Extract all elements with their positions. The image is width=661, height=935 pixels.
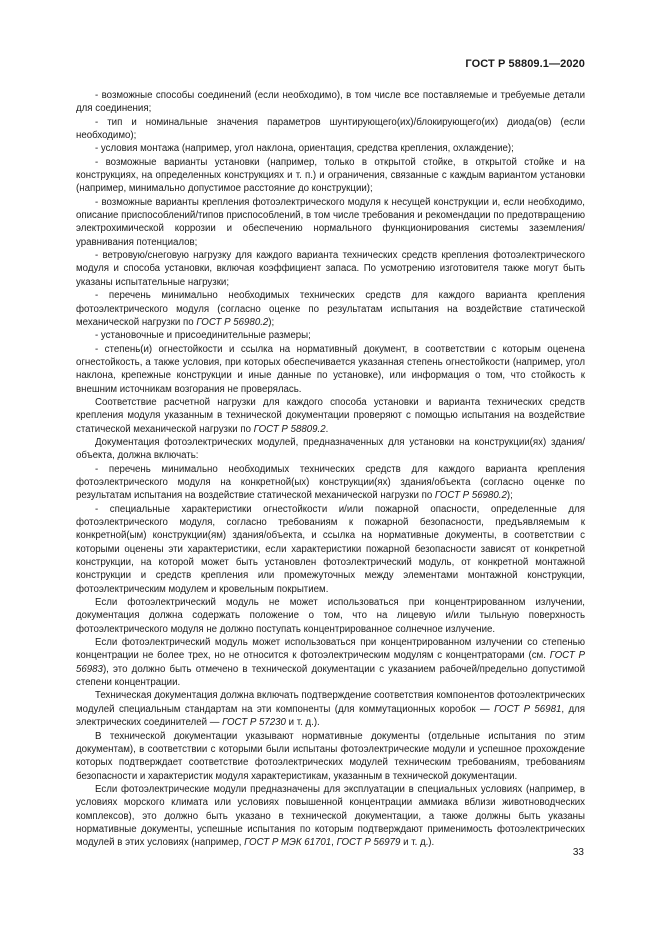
standard-reference: ГОСТ Р 56979 <box>336 837 401 849</box>
standard-reference: ГОСТ Р 56981 <box>494 703 562 715</box>
page-number: 33 <box>572 847 584 858</box>
standard-reference: ГОСТ Р 57230 <box>222 717 286 729</box>
paragraph: - тип и номинальные значения параметров шунтирующего(их)/блокирующего(их) диода(ов) (если необходимо); <box>76 116 585 142</box>
paragraph: Соответствие расчетной нагрузки для каждого способа установки и варианта технических средств крепления модуля указанным в технической документации проверяют с помощью испытания на воздействие статической механической нагрузки по ГОСТ Р 58809.2. <box>76 396 585 435</box>
standard-reference: ГОСТ Р МЭК 61701 <box>244 837 332 849</box>
paragraph: Если фотоэлектрический модуль не может использоваться при концентрированном излучении, документация должна содержать положение о том, что на лицевую и/или тыльную поверхность фотоэлектрического модуля не должно поступать концентрированное солнечное излучение. <box>76 597 585 635</box>
paragraph: - возможные варианты установки (например, только в открытой стойке, в открытой стойке и на конструкциях, на определенных конструкциях и т. п.) и ограничения, связанные с каждым вариантом установки (например, минимально допустимое расстояние до конструкции); <box>76 156 585 195</box>
paragraph: Если фотоэлектрические модули предназначены для эксплуатации в специальных условиях (например, в условиях морского климата или условиях повышенной концентрации аммиака вблизи животноводческих комплексов), это должно быть указано в технической документации, а также должны быть указаны нормативные документы, успешные испытания по которым подтверждают применимость фотоэлектрических модулей в этих условиях (например, ГОСТ Р МЭК 61701, ГОСТ Р 56979 и т. д.). <box>76 783 585 849</box>
paragraph: В технической документации указывают нормативные документы (отдельные испытания по этим документам), в соответствии с которыми были испытаны фотоэлектрические модули и успешное прохождение которых подтверждает соответствие фотоэлектрических модулей техническим требованиям, требованиям безопасности и характеристик модуля характеристикам, указанным в технической документации. <box>76 730 585 782</box>
paragraph: - степень(и) огнестойкости и ссылка на нормативный документ, в соответствии с которым оценена огнестойкость, а также условия, при которых обеспечивается указанная степень огнестойкости (например, угол наклона, крепежные конструкции и иные данные по установке), или информация о том, что стойкость к внешним источникам возгорания не проверялась. <box>76 343 585 395</box>
paragraph: - перечень минимально необходимых технических средств для каждого варианта крепления фотоэлектрического модуля (согласно оценке по результатам испытания на воздействие статической механической нагрузки по ГОСТ Р 56980.2); <box>76 290 585 328</box>
paragraph: - перечень минимально необходимых технических средств для каждого варианта крепления фотоэлектрического модуля на конкретной(ых) конструкции(ях) здания/объекта (согласно оценке по результатам испытания на воздействие статической механической нагрузки по ГОСТ Р 56980.2); <box>76 463 585 502</box>
paragraph: Если фотоэлектрический модуль может использоваться при концентрированном излучении со степенью концентрации не более трех, но не относится к фотоэлектрическим модулям с концентраторами (см. ГОСТ Р 56983), это должно быть отмечено в технической документации с указанием рабочей/предельно допустимой степени концентрации. <box>76 637 586 689</box>
paragraph: - возможные варианты крепления фотоэлектрического модуля к несущей конструкции и, если необходимо, описание приспособлений/типов приспособлений, в том числе требования и рекомендации по предотвращению электрохимической коррозии и обеспечению нормального функционирования системы заземления/уравнивания потенциалов; <box>76 196 585 248</box>
page-header: ГОСТ Р 58809.1—2020 <box>465 58 585 70</box>
paragraph: - специальные характеристики огнестойкости и/или пожарной опасности, определенные для фотоэлектрического модуля, согласно требованиям к пожарной безопасности, предъявляемым к конкретной(ым) конструкции(ям) здания/объекта, и ссылка на нормативные документы, в соответствии с которыми оценены эти характеристики, если характеристики пожарной безопасности зависят от конкретной конструкции, на которой может быть установлен фотоэлектрический модуль, от конкретной монтажной конструкции и средств крепления или промежуточных между элементами монтажной конструкции, фотоэлектрическим модулем и кровельным покрытием. <box>76 503 585 595</box>
paragraph: Техническая документация должна включать подтверждение соответствия компонентов фотоэлектрических модулей специальным стандартам на эти компоненты (для коммутационных коробок — ГОСТ Р 56981, для электрических соединителей — ГОСТ Р 57230 и т. д.). <box>76 690 586 729</box>
standard-reference: ГОСТ Р 56983 <box>76 650 586 675</box>
standard-reference: ГОСТ Р 56980.2 <box>196 316 269 328</box>
paragraph: - ветровую/снеговую нагрузку для каждого варианта технических средств крепления фотоэлектрического модуля и способа установки, включая коэффициент запаса. По усмотрению изготовителя также могут быть указаны испытательные нагрузки; <box>76 250 585 288</box>
standard-reference: ГОСТ Р 56980.2 <box>434 490 507 502</box>
paragraph: - условия монтажа (например, угол наклона, ориентация, средства крепления, охлаждение); <box>95 143 514 155</box>
standard-reference: ГОСТ Р 58809.2 <box>253 423 326 435</box>
document-body <box>76 89 585 850</box>
paragraph: - возможные способы соединений (если необходимо), в том числе все поставляемые и требуемые детали для соединения; <box>76 90 585 115</box>
paragraph: Документация фотоэлектрических модулей, предназначенных для установки на конструкции(ях) здания/объекта, должна включать: <box>76 436 585 462</box>
paragraph: - установочные и присоединительные размеры; <box>95 330 311 342</box>
